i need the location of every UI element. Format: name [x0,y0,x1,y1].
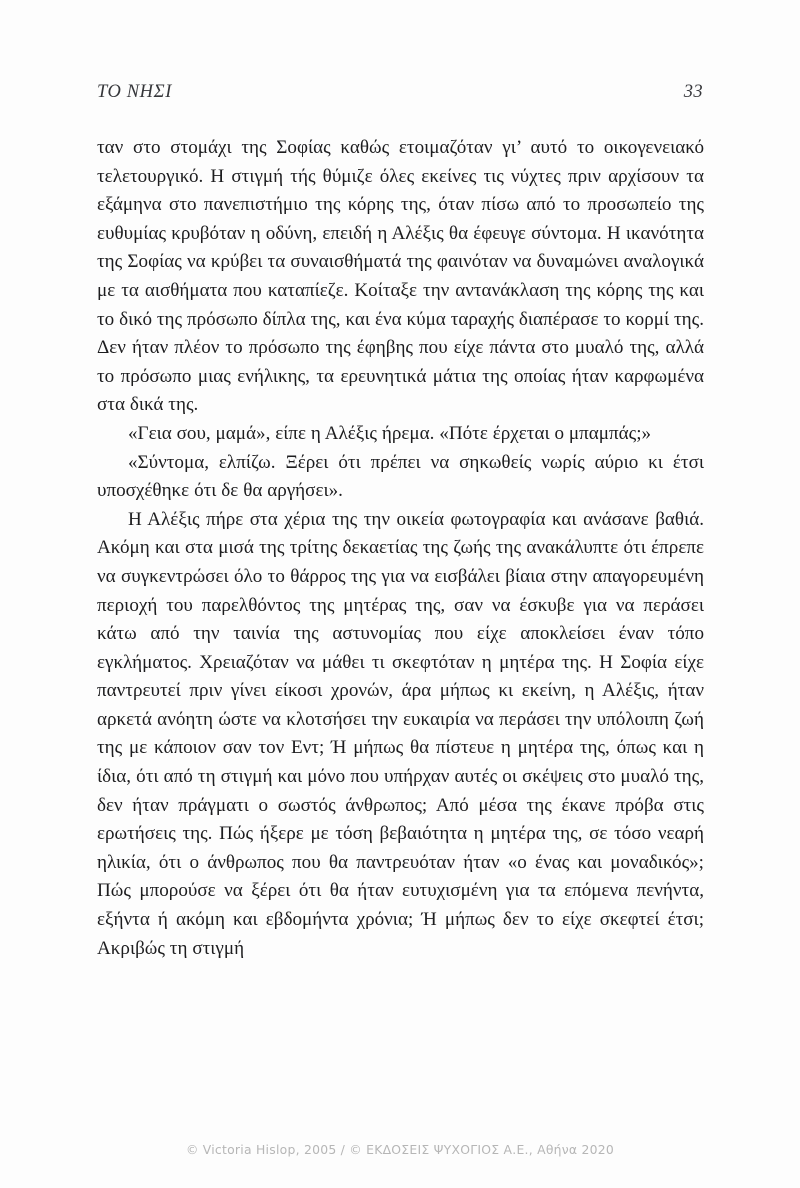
running-head [97,82,703,108]
paragraph-dialogue-2: «Σύντομα, ελπίζω. Ξέρει ότι πρέπει να σηκωθείς νωρίς αύριο κι έτσι υποσχέθηκε ότι δε θα αργήσει». [97,451,704,502]
paragraph-dialogue-1: «Γεια σου, μαμά», είπε η Αλέξις ήρεμα. «Πότε έρχεται ο μπαμπάς;» [128,422,652,444]
running-head-title: ΤΟ ΝΗΣΙ [97,82,172,102]
page-number: 33 [683,82,703,102]
paragraph-narrative: Η Αλέξις πήρε στα χέρια της την οικεία φωτογραφία και ανάσανε βαθιά. Ακόμη και στα μισά της τρίτης δεκαετίας της ζωής της ανακάλυπτε ότι έπρεπε να συγκεντρώσει όλο το θάρρος της για να εισβάλει βίαια στην απαγορευμένη περιοχή του παρελθόντος της μητέρας της, σαν να έσκυβε για να περάσει κάτω από την ταινία της αστυνομίας που είχε αποκλείσει έναν τόπο εγκλήματος. Χρειαζόταν να μάθει τι σκεφτόταν η μητέρα της. Η Σοφία είχε παντρευτεί πριν γίνει είκοσι χρονών, άρα μήπως κι εκείνη, η Αλέξις, ήταν αρκετά ανόητη ώστε να κλοτσήσει την ευκαιρία να περάσει την υπόλοιπη ζωή της με κάποιον σαν τον Εντ; Ή μήπως θα πίστευε η μητέρα της, όπως και η ίδια, ότι από τη στιγμή και μόνο που υπήρχαν αυτές οι σκέψεις στο μυαλό της, δεν ήταν πράγματι ο σωστός άνθρωπος; Από μέσα της έκανε πρόβα στις ερωτήσεις της. Πώς ήξερε με τόση βεβαιότητα η μητέρα της, σε τόσο νεαρή ηλικία, ότι ο άνθρωπος που θα παντρευόταν ήταν «ο ένας και μοναδικός»; Πώς μπορούσε να ξέρει ότι θα ήταν ευτυχισμένη για τα επόμενα πενήντα, εξήντα ή ακόμη και εβδομήντα χρόνια; Ή μήπως δεν το είχε σκεφτεί έτσι; Ακριβώς τη στιγμή [97,508,704,959]
copyright-footer: © Victoria Hislop, 2005 / © ΕΚΔΟΣΕΙΣ ΨΥΧΟΓΙΟΣ Α.Ε., Αθήνα 2020 [185,1142,615,1157]
paragraph-continued: ταν στο στομάχι της Σοφίας καθώς ετοιμαζόταν γι’ αυτό το οικογενειακό τελετουργικό. Η στιγμή τής θύμιζε όλες εκείνες τις νύχτες πριν αρχίσουν τα εξάμηνα στο πανεπιστήμιο της κόρης της, όταν πίσω από το προσωπείο της ευθυμίας κρυβόταν η οδύνη, επειδή η Αλέξις θα έφευγε σύντομα. Η ικανότητα της Σοφίας να κρύβει τα συναισθήματά της φαινόταν να δυναμώνει αναλογικά με τα αισθήματα που καταπίεζε. Κοίταξε την αντανάκλαση της κόρης της και το δικό της πρόσωπο δίπλα της, και ένα κύμα ταραχής διαπέρασε το κορμί της. Δεν ήταν πλέον το πρόσωπο της έφηβης που είχε πάντα στο μυαλό της, αλλά το πρόσωπο μιας ενήλικης, τα ερευνητικά μάτια της οποίας ήταν καρφωμένα στα δικά της. [97,137,704,416]
body-text-block [97,134,704,963]
